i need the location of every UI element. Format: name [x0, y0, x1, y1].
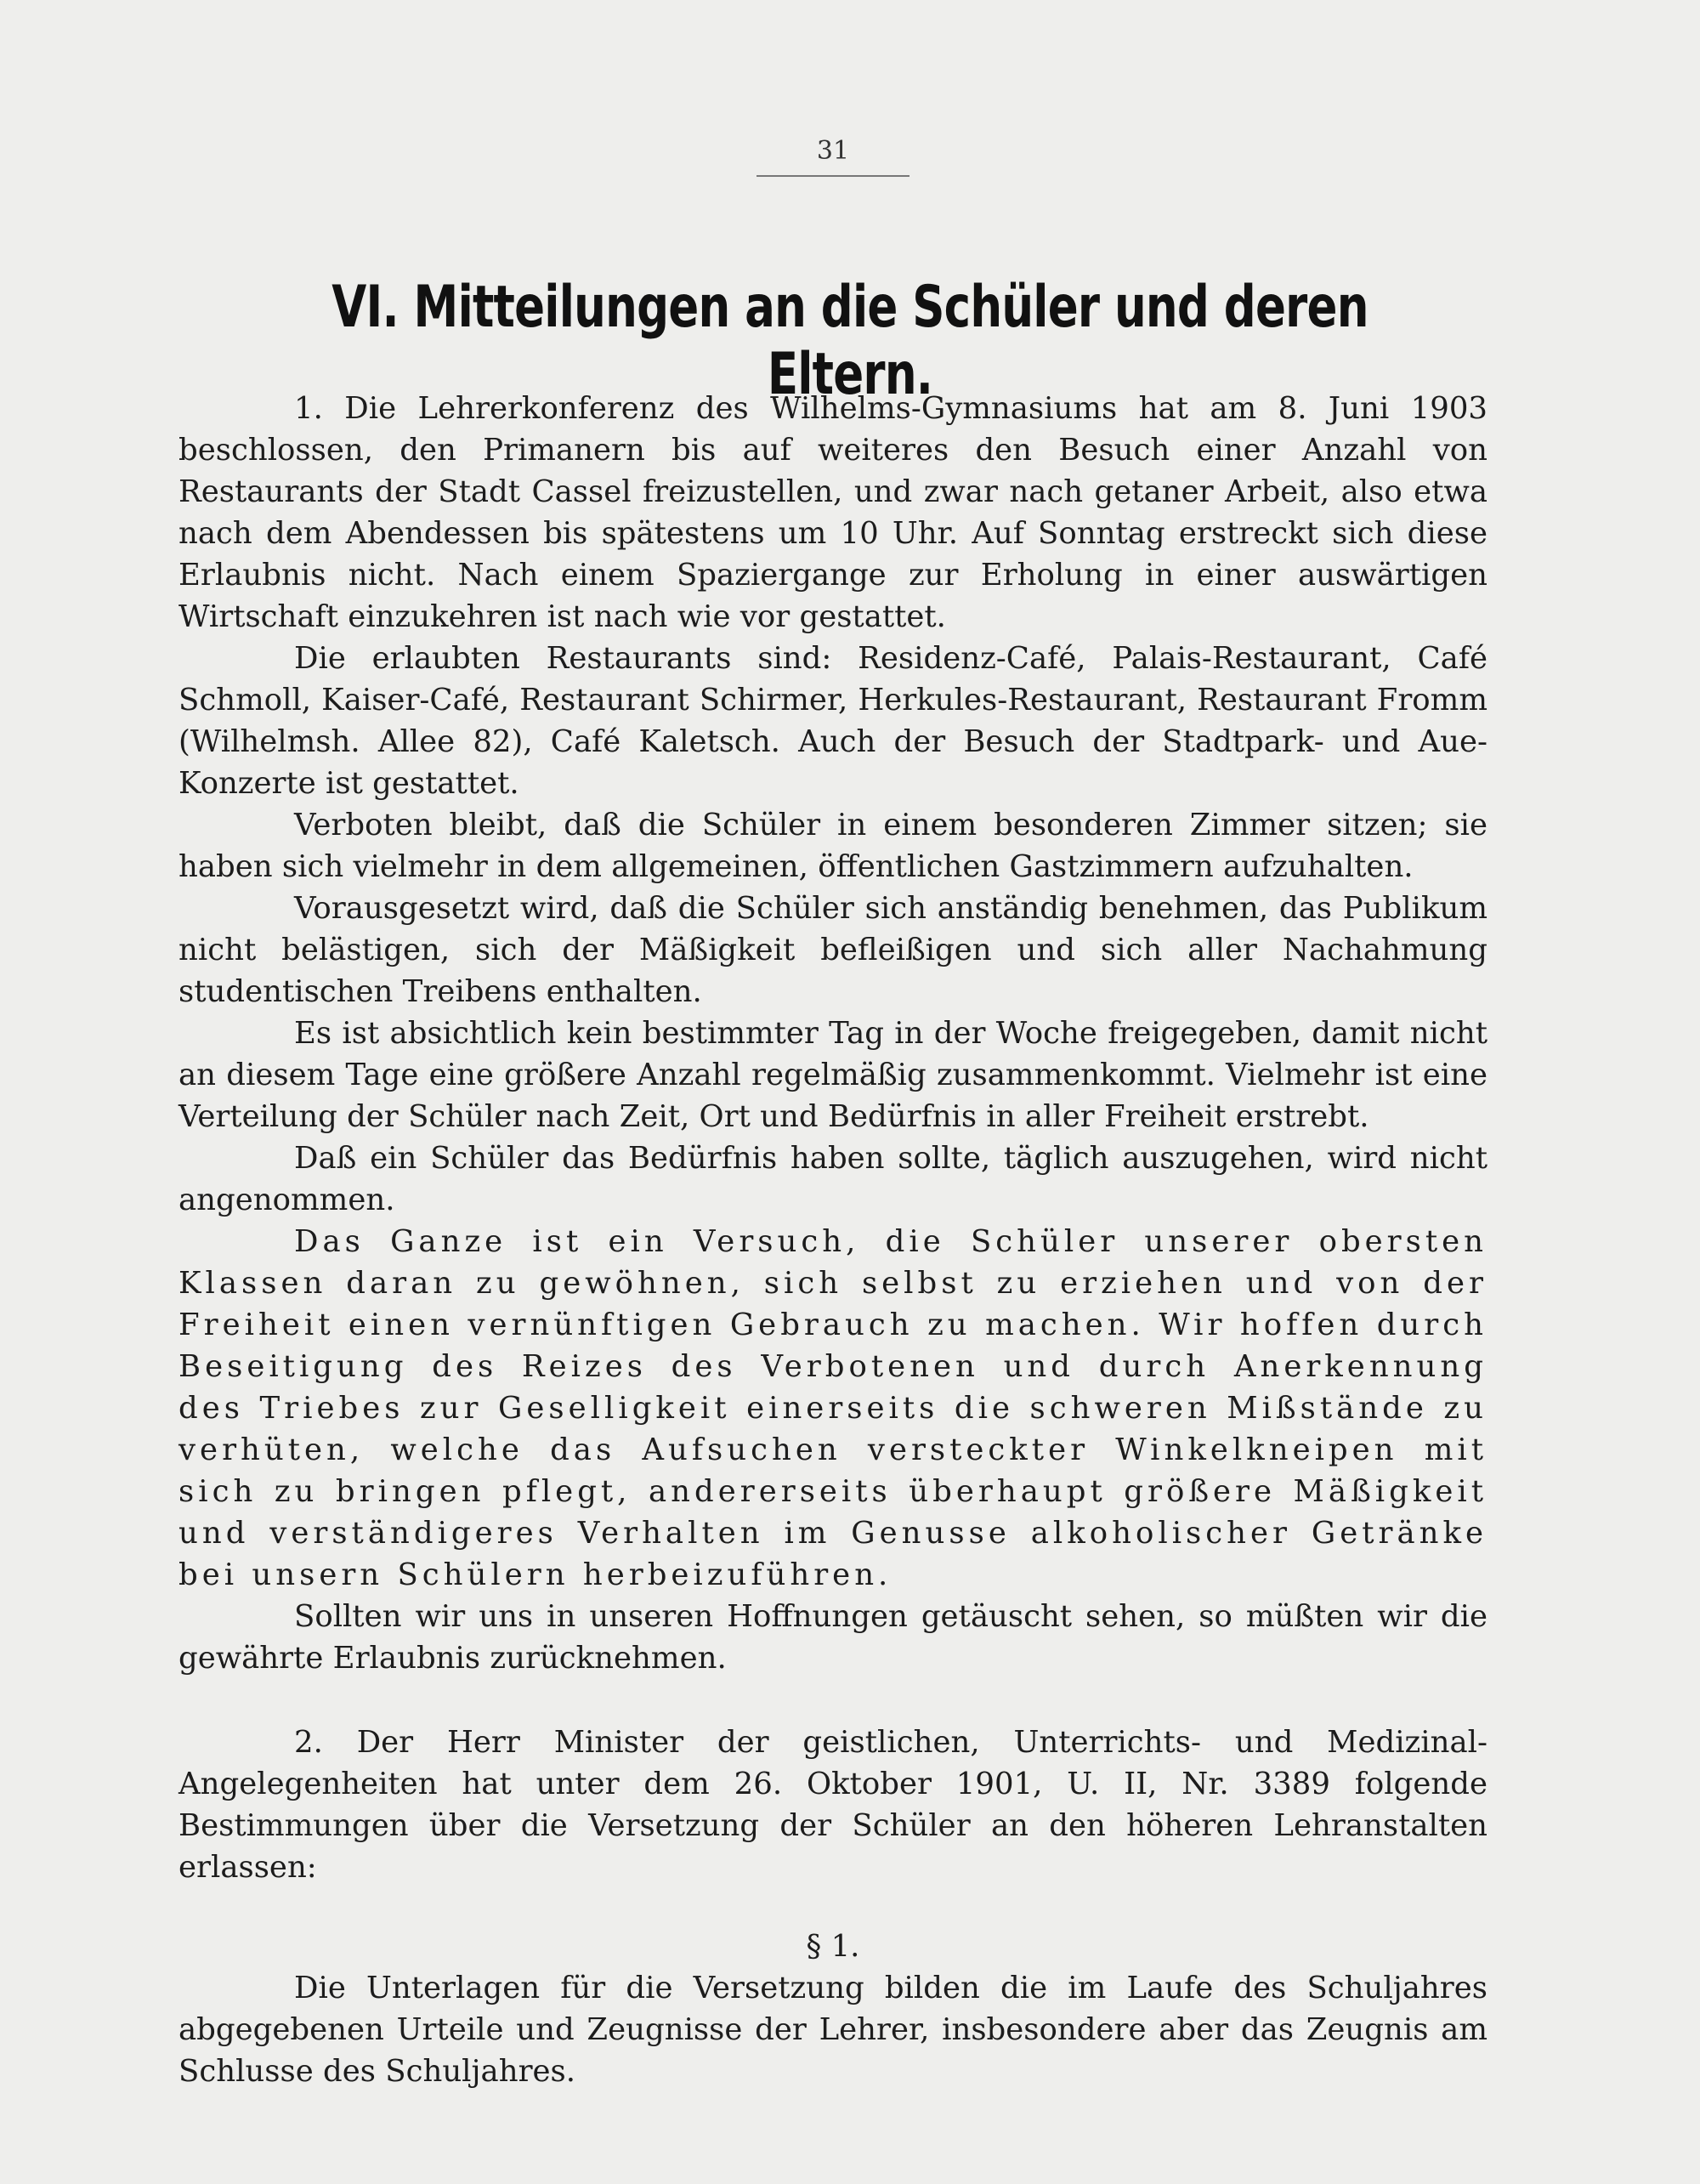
paragraph-minister-decree: 2. Der Herr Minister der geistlichen, Unterrichts- und Medizinal-Angelegenheiten hat unter dem 26. Oktober 1901, U. II, Nr. 3389 folgende Bestimmungen über die Versetzung der Schüler an den höheren Lehranstalten erlassen: [178, 1725, 1488, 1885]
paragraph-restaurants: Die erlaubten Restaurants sind: Residenz-Café, Palais-Restaurant, Café Schmoll, Kaiser-Café, Restaurant Schirmer, Herkules-Restaurant, Restaurant Fromm (Wilhelmsh. Allee 82), Café Kaletsch. Auch der Besuch der Stadtpark- und Aue-Konzerte ist gestattet. [178, 641, 1488, 801]
paragraph-experiment: Das Ganze ist ein Versuch, die Schüler unserer obersten Klassen daran zu gewöhnen, sich selbst zu erziehen und von der Freiheit einen vernünftigen Gebrauch zu machen. Wir hoffen durch Beseitigung des Reizes des Verbotenen und durch Anerkennung des Triebes zur Geselligkeit einerseits die schweren Mißstände zu verhüten, welche das Aufsuchen versteckter Winkelkneipen mit sich zu bringen pflegt, andererseits überhaupt größere Mäßigkeit und verständigeres Verhalten im Genusse alkoholischer Getränke bei unsern Schülern herbeizuführen. [178, 1224, 1488, 1592]
paragraph-no-fixed-day: Es ist absichtlich kein bestimmter Tag in der Woche freigegeben, damit nicht an diesem Tage eine größere Anzahl regelmäßig zusammenkommt. Vielmehr ist eine Verteilung der Schüler nach Zeit, Ort und Bedürfnis in aller Freiheit erstrebt. [178, 1016, 1488, 1134]
page-number: 31 [816, 136, 850, 166]
paragraph-conduct: Vorausgesetzt wird, daß die Schüler sich anständig benehmen, das Publikum nicht belästigen, sich der Mäßigkeit befleißigen und sich aller Nachahmung studentischen Treibens enthalten. [178, 891, 1488, 1009]
body-text [178, 388, 1488, 2092]
page-number-rule [756, 175, 910, 177]
section-heading: § 1. [806, 1929, 860, 1964]
paragraph-daily-outings: Daß ein Schüler das Bedürfnis haben sollte, täglich auszugehen, wird nicht angenommen. [178, 1141, 1488, 1217]
paragraph-prohibition: Verboten bleibt, daß die Schüler in einem besonderen Zimmer sitzen; sie haben sich vielmehr in dem allgemeinen, öffentlichen Gastzimmern aufzuhalten. [178, 808, 1488, 884]
paragraph-resolution: 1. Die Lehrerkonferenz des Wilhelms-Gymnasiums hat am 8. Juni 1903 beschlossen, den Primanern bis auf weiteres den Besuch einer Anzahl von Restaurants der Stadt Cassel freizustellen, und zwar nach getaner Arbeit, also etwa nach dem Abendessen bis spätestens um 10 Uhr. Auf Sonntag erstreckt sich diese Erlaubnis nicht. Nach einem Spaziergange zur Erholung in einer auswärtigen Wirtschaft einzukehren ist nach wie vor gestattet. [178, 391, 1488, 634]
paragraph-revocation: Sollten wir uns in unseren Hoffnungen getäuscht sehen, so müßten wir die gewährte Erlaubnis zurücknehmen. [178, 1599, 1488, 1676]
section-paragraph: Die Unterlagen für die Versetzung bilden die im Laufe des Schuljahres abgegebenen Urteile und Zeugnisse der Lehrer, insbesondere aber das Zeugnis am Schlusse des Schuljahres. [178, 1971, 1488, 2089]
chapter-title: VI. Mitteilungen an die Schüler und deren Eltern. [332, 274, 1368, 408]
